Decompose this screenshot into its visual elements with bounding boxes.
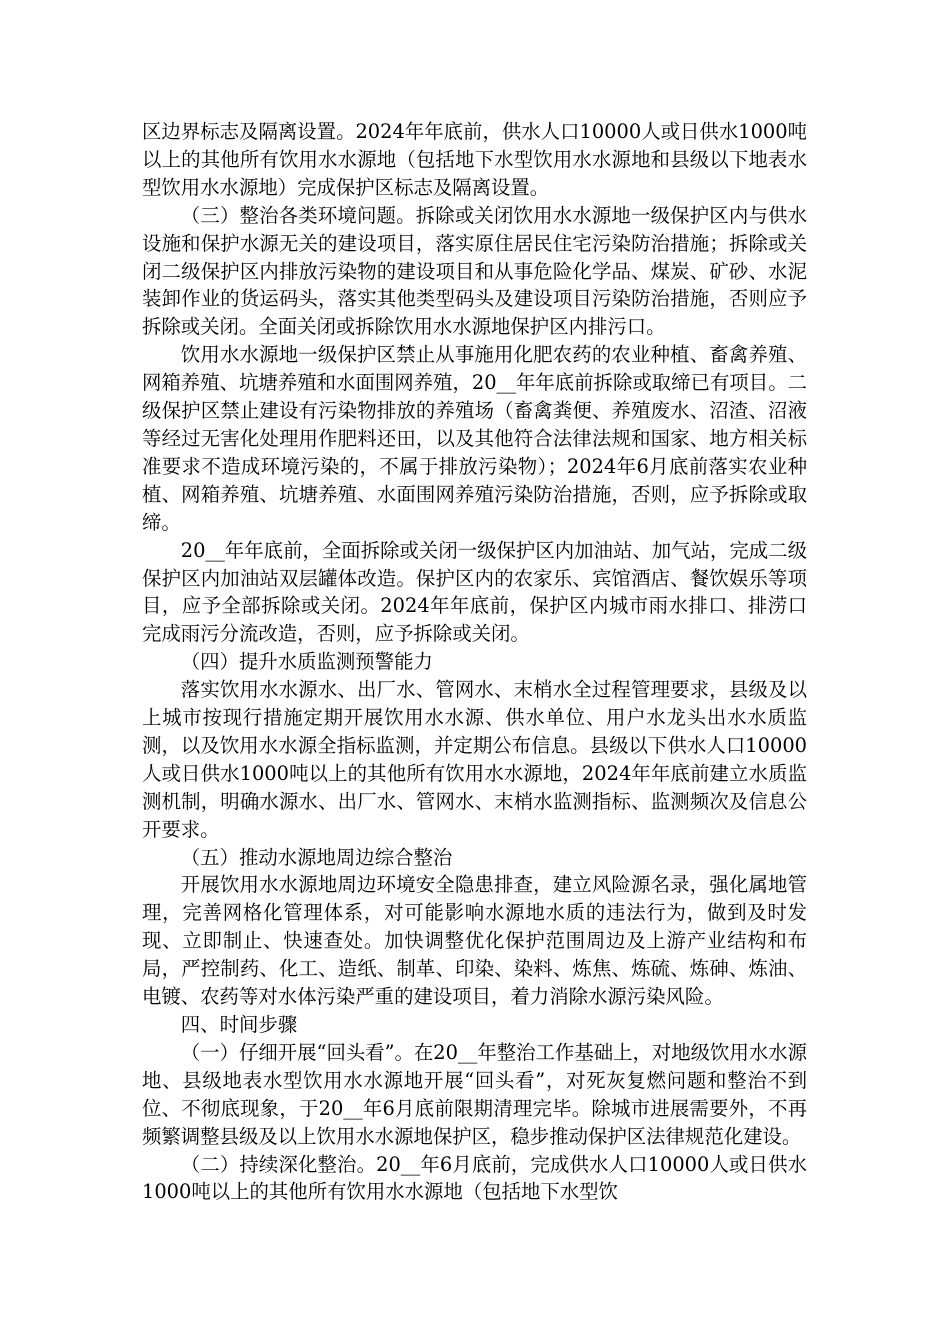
heading-section-5-surroundings: （五）推动水源地周边综合整治: [180, 845, 453, 869]
paragraph-step-1-review: （一）仔细开展“回头看”。在20__年整治工作基础上，对地级饮用水水源地、县级地表水型饮用水水源地开展“回头看”，对死灰复燃问题和整治不到位、不彻底现象，于20__年6月底前限期清理完毕。除城市进展需要外，不再频繁调整县级及以上饮用水水源地保护区，稳步推动保护区法律规范化建设。: [142, 1040, 808, 1148]
heading-time-steps: 四、时间步骤: [180, 1013, 298, 1036]
paragraph-step-2-deepen: （二）持续深化整治。20__年6月底前，完成供水人口10000人或日供水1000吨以上的其他所有饮用水水源地（包括地下水型饮: [142, 1152, 807, 1204]
heading-section-4-monitoring: （四）提升水质监测预警能力: [180, 650, 433, 674]
paragraph-surroundings-rectification: 开展饮用水水源地周边环境安全隐患排查，建立风险源名录，强化属地管理，完善网格化管理体系，对可能影响水源地水质的违法行为，做到及时发现、立即制止、快速查处。加快调整优化保护范围周边及上游产业结构和布局，严控制药、化工、造纸、制革、印染、染料、炼焦、炼硫、炼砷、炼油、电镀、农药等对水体污染严重的建设项目，着力消除水源污染风险。: [142, 873, 807, 1009]
paragraph-protection-zone-agriculture: 饮用水水源地一级保护区禁止从事施用化肥农药的农业种植、畜禽养殖、网箱养殖、坑塘养殖和水面围网养殖，20__年年底前拆除或取缔已有项目。二级保护区禁止建设有污染物排放的养殖场（畜禽粪便、养殖废水、沼渣、沼液等经过无害化处理用作肥料还田，以及其他符合法律法规和国家、地方相关标准要求不造成环境污染的，不属于排放污染物）；2024年6月底前落实农业种植、网箱养殖、坑塘养殖、水面围网养殖污染防治措施，否则，应予拆除或取缔。: [142, 343, 807, 534]
paragraph-section-3-rectification: （三）整治各类环境问题。拆除或关闭饮用水水源地一级保护区内与供水设施和保护水源无关的建设项目，落实原住居民住宅污染防治措施；拆除或关闭二级保护区内排放污染物的建设项目和从事危险化学品、煤炭、矿砂、水泥装卸作业的货运码头，落实其他类型码头及建设项目污染防治措施，否则应予拆除或关闭。全面关闭或拆除饮用水水源地保护区内排污口。: [142, 203, 807, 339]
paragraph-boundary-markers: 区边界标志及隔离设置。2024年年底前，供水人口10000人或日供水1000吨以上的其他所有饮用水水源地（包括地下水型饮用水水源地和县级以下地表水型饮用水水源地）完成保护区标志及隔离设置。: [142, 120, 807, 199]
document-body: [142, 118, 807, 1206]
paragraph-gas-stations: 20__年年底前，全面拆除或关闭一级保护区内加油站、加气站，完成二级保护区内加油站双层罐体改造。保护区内的农家乐、宾馆酒店、餐饮娱乐等项目，应予全部拆除或关闭。2024年年底前，保护区内城市雨水排口、排涝口完成雨污分流改造，否则，应予拆除或关闭。: [142, 538, 807, 646]
paragraph-monitoring-requirements: 落实饮用水水源水、出厂水、管网水、末梢水全过程管理要求，县级及以上城市按现行措施定期开展饮用水水源、供水单位、用户水龙头出水水质监测，以及饮用水水源全指标监测，并定期公布信息。县级以下供水人口10000人或日供水1000吨以上的其他所有饮用水水源地，2024年年底前建立水质监测机制，明确水源水、出厂水、管网水、末梢水监测指标、监测频次及信息公开要求。: [142, 678, 807, 841]
